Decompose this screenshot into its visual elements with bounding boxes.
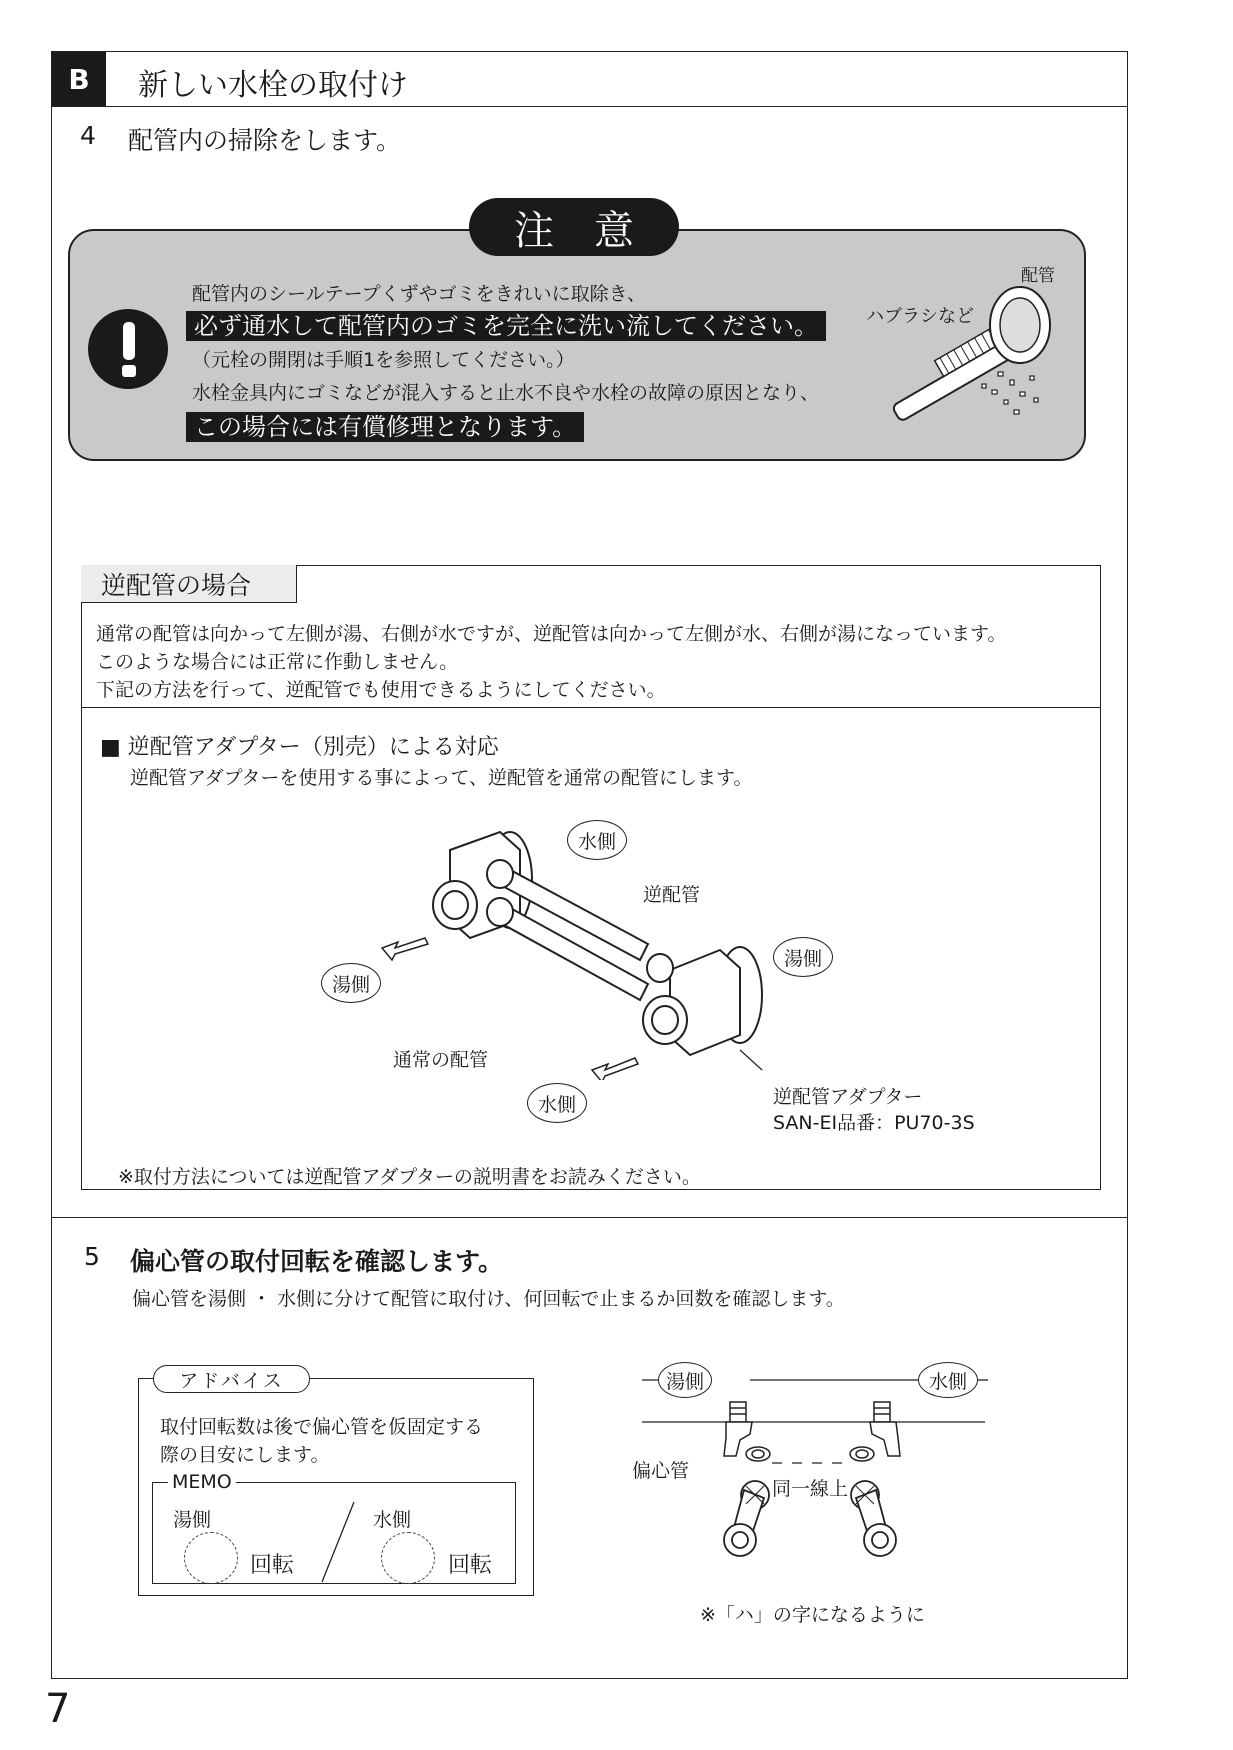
advice-label: アドバイス xyxy=(153,1365,310,1393)
exclamation-dot xyxy=(122,365,136,377)
memo-hot-circle xyxy=(184,1532,238,1584)
label-hot-left: 湯側 xyxy=(321,963,381,1003)
adapter-text: 逆配管アダプターを使用する事によって、逆配管を通常の配管にします。 xyxy=(130,767,753,789)
caution-line2: 必ず通水して配管内のゴミを完全に洗い流してください。 xyxy=(186,311,826,341)
section-badge: B xyxy=(52,52,106,106)
ecc-note: ※「ハ」の字になるように xyxy=(700,1604,925,1626)
section-divider xyxy=(51,1217,1128,1218)
reverse-p3: 下記の方法を行って、逆配管でも使用できるようにしてください。 xyxy=(96,679,666,701)
ecc-hot-label: 湯側 xyxy=(658,1362,712,1398)
label-water-top: 水側 xyxy=(567,820,627,860)
caution-line3: （元栓の開閉は手順1を参照してください。） xyxy=(192,349,575,371)
section-title: 新しい水栓の取付け xyxy=(138,68,408,103)
exclamation-bar xyxy=(123,322,135,360)
label-reverse-pipe: 逆配管 xyxy=(643,884,701,906)
page-number: 7 xyxy=(45,1686,71,1732)
illus-pipe-label: 配管 xyxy=(1021,266,1055,286)
caution-line4: 水栓金具内にゴミなどが混入すると止水不良や水栓の故障の原因となり、 xyxy=(192,382,820,404)
advice-line1: 取付回転数は後で偏心管を仮固定する xyxy=(160,1416,484,1438)
step5-title: 偏心管の取付回転を確認します。 xyxy=(130,1247,504,1276)
memo-water: 水側 xyxy=(373,1509,412,1531)
caution-line5: この場合には有償修理となります。 xyxy=(186,412,584,442)
advice-line2: 際の目安にします。 xyxy=(160,1444,330,1466)
adapter-name: 逆配管アダプター xyxy=(773,1086,923,1108)
memo-water-turns: 回転 xyxy=(448,1553,493,1578)
reverse-heading: 逆配管の場合 xyxy=(81,565,297,603)
ecc-water-label: 水側 xyxy=(918,1362,978,1398)
illus-brush-label: ハブラシなど xyxy=(866,306,974,327)
caution-line1: 配管内のシールテープくずやゴミをきれいに取除き、 xyxy=(192,283,646,305)
caution-label: 注意 xyxy=(469,198,679,256)
reverse-p2: このような場合には正常に作動しません。 xyxy=(96,651,459,673)
brush-pipe-illustration xyxy=(880,280,1070,440)
memo-hot: 湯側 xyxy=(173,1509,212,1531)
label-normal-pipe: 通常の配管 xyxy=(393,1049,489,1071)
step4-number: 4 xyxy=(80,121,96,150)
memo-label: MEMO xyxy=(168,1471,236,1493)
step5-text: 偏心管を湯側 ・ 水側に分けて配管に取付け、何回転で止まるか回数を確認します。 xyxy=(132,1288,845,1310)
adapter-note: ※取付方法については逆配管アダプターの説明書をお読みください。 xyxy=(118,1166,701,1188)
ecc-eccentric-label: 偏心管 xyxy=(632,1460,690,1482)
label-hot-right: 湯側 xyxy=(773,937,833,977)
adapter-heading: ■ 逆配管アダプター（別売）による対応 xyxy=(100,735,499,760)
step5-number: 5 xyxy=(84,1242,100,1271)
adapter-part-number: SAN-EI品番：PU70-3S xyxy=(773,1112,975,1134)
reverse-divider xyxy=(81,707,1101,708)
step4-title: 配管内の掃除をします。 xyxy=(128,126,402,155)
header-divider xyxy=(51,106,1128,107)
memo-hot-turns: 回転 xyxy=(250,1553,295,1578)
memo-slash xyxy=(318,1500,358,1584)
reverse-p1: 通常の配管は向かって左側が湯、右側が水ですが、逆配管は向かって左側が水、右側が湯になっています。 xyxy=(96,623,1007,645)
label-water-bottom: 水側 xyxy=(527,1083,587,1123)
memo-water-circle xyxy=(381,1532,435,1584)
ecc-same-line-label: 同一線上 xyxy=(772,1478,849,1500)
adapter-diagram xyxy=(370,820,790,1080)
